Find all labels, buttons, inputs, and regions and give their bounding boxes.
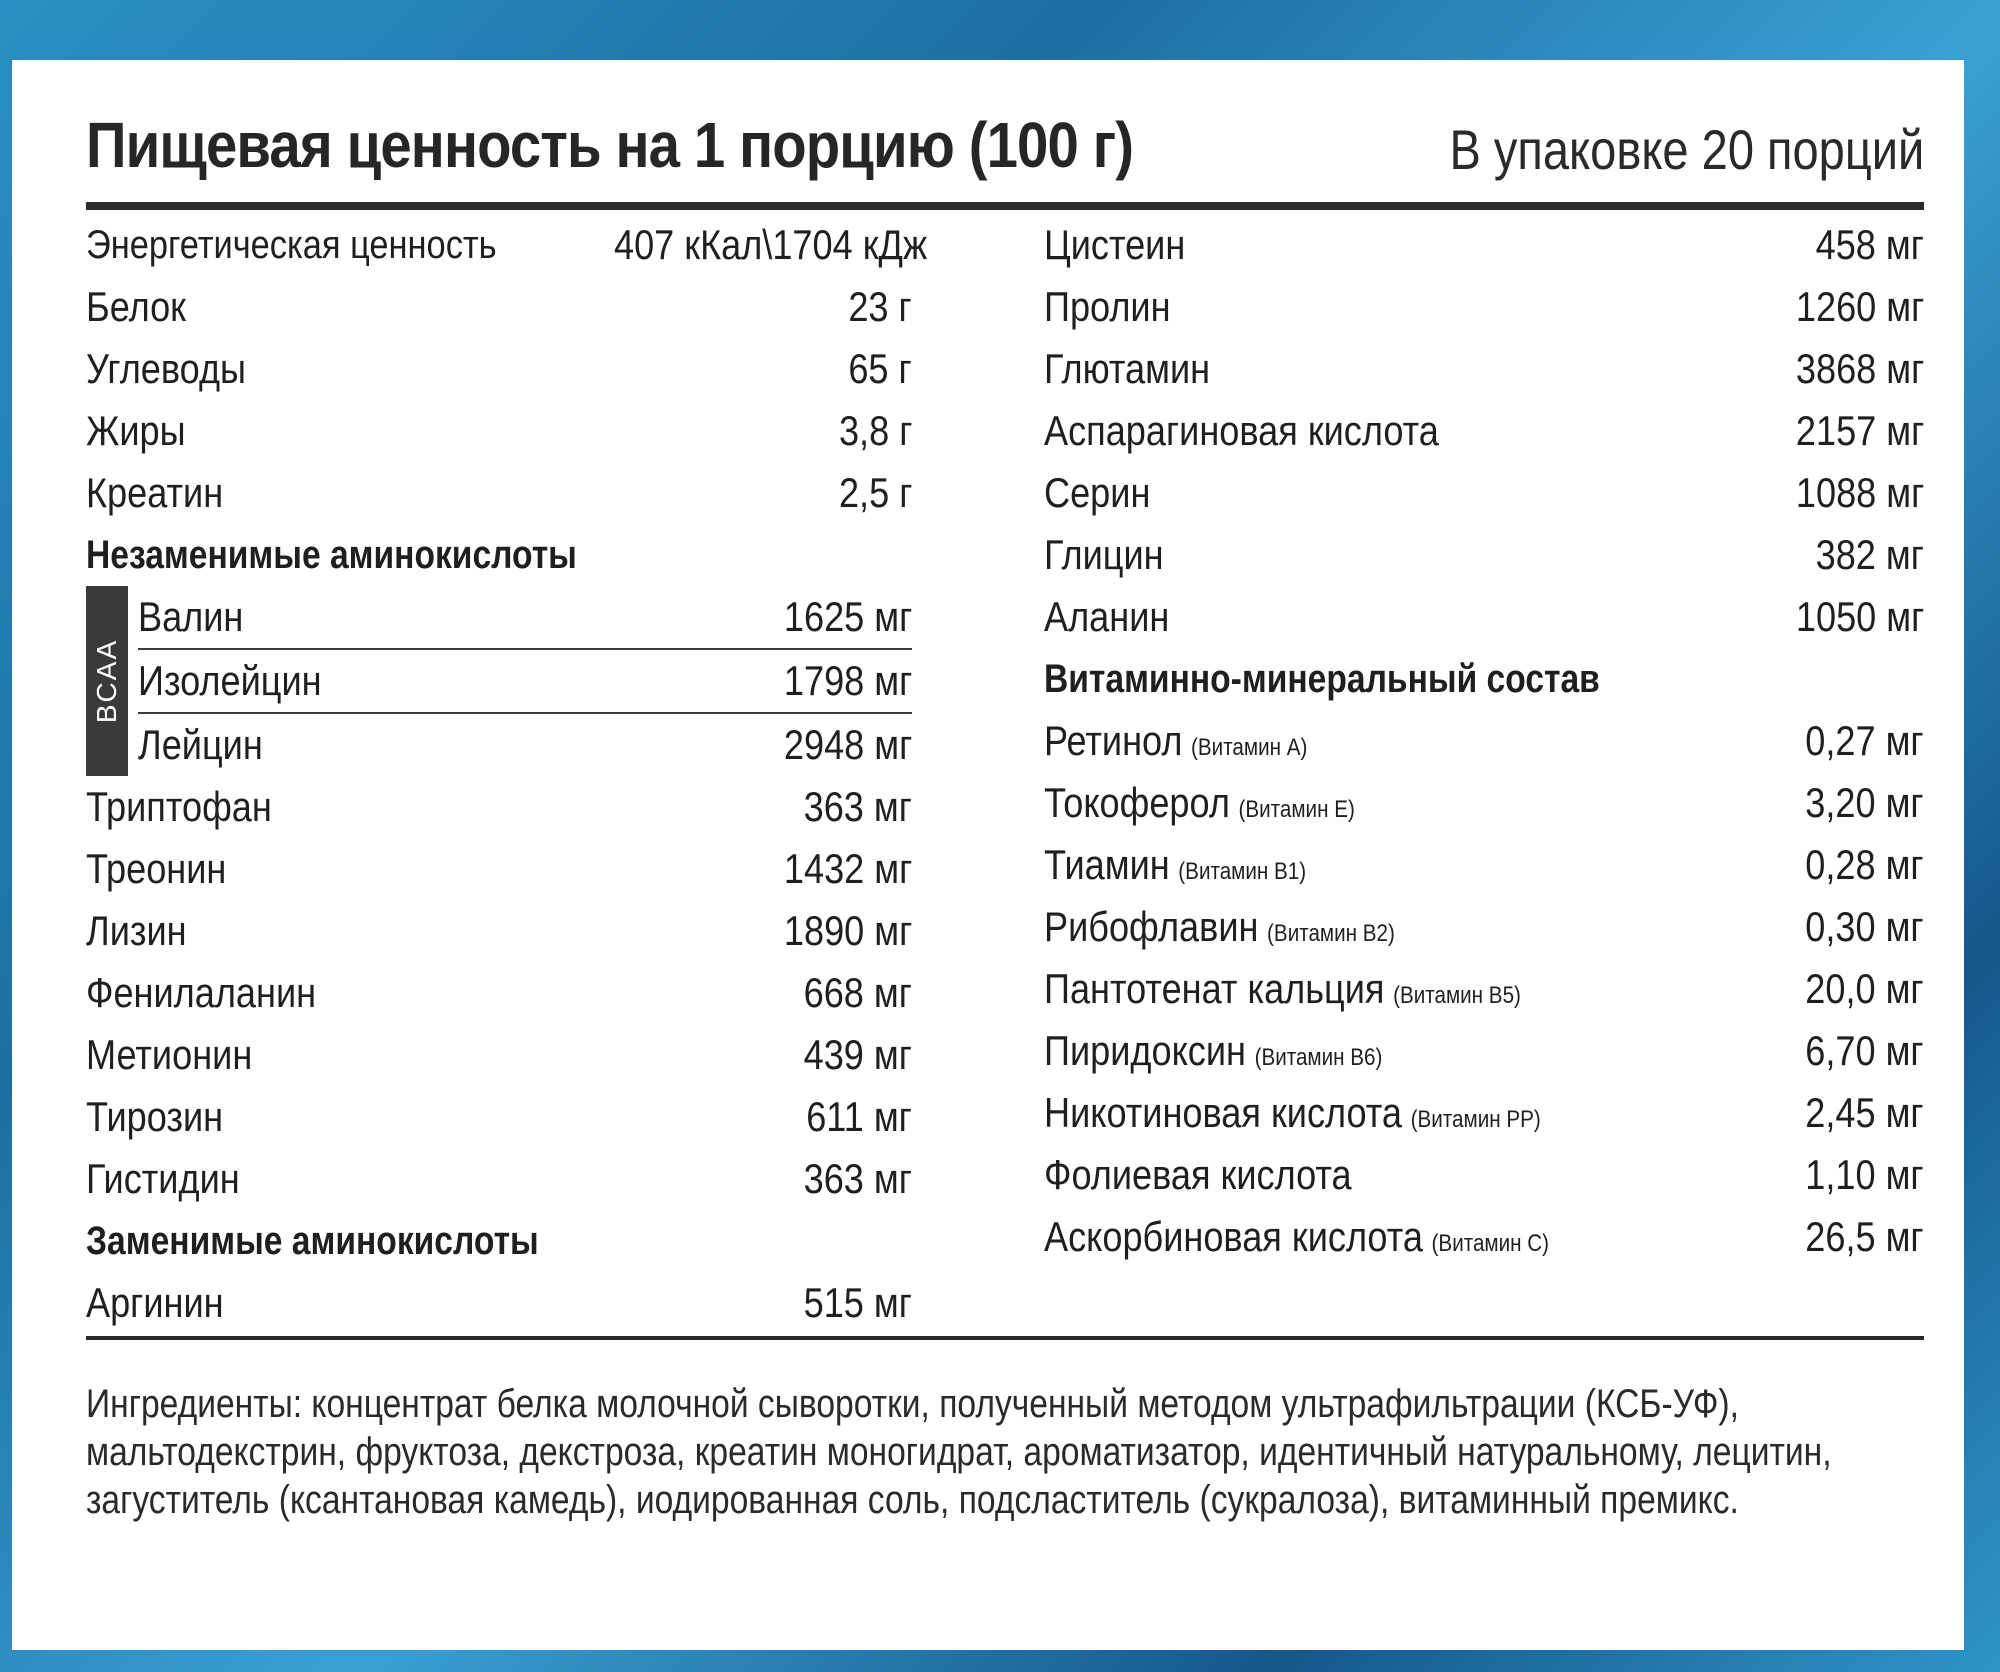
- amino-row-lysine: [86, 900, 912, 962]
- nutrient-value: 0,30 мг: [1805, 903, 1924, 950]
- left-column: [86, 214, 928, 1334]
- nutrient-value: 2157 мг: [1795, 407, 1924, 454]
- nutrient-value: 382 мг: [1815, 531, 1924, 578]
- nutrient-value: 1088 мг: [1795, 469, 1924, 516]
- section-nonessential-amino: [86, 1210, 912, 1272]
- nutrient-name: Триптофан: [86, 783, 272, 830]
- amino-row-proline: [1044, 276, 1924, 338]
- nutrient-row-energy: [86, 214, 928, 276]
- bcaa-tag: [86, 586, 128, 776]
- amino-row-tryptophan: [86, 776, 912, 838]
- nutrient-value: 363 мг: [803, 1155, 912, 1202]
- nutrition-label: [12, 60, 1964, 1650]
- nutrient-value: 23 г: [848, 283, 912, 330]
- nutrient-value: 2948 мг: [783, 721, 912, 768]
- vitamin-row-tocopherol: [1044, 772, 1924, 834]
- nutrient-value: 668 мг: [803, 969, 912, 1016]
- bcaa-group: [86, 586, 912, 776]
- vitamin-note: (Витамин РР): [1410, 1106, 1541, 1133]
- bcaa-rows: [128, 586, 912, 776]
- nutrient-name: Треонин: [86, 845, 227, 892]
- nutrient-name: Глютамин: [1044, 345, 1211, 392]
- nutrient-name: Аспарагиновая кислота: [1044, 407, 1439, 454]
- nutrient-name: Тиамин: [1044, 841, 1170, 888]
- nutrient-name: Пиридоксин: [1044, 1027, 1246, 1074]
- nutrient-name: Углеводы: [86, 345, 246, 392]
- nutrition-table: [86, 214, 1924, 1334]
- vitamin-note: (Витамин А): [1191, 734, 1308, 761]
- vitamin-row-nicotinic-acid: [1044, 1082, 1924, 1144]
- nutrient-name: Пролин: [1044, 283, 1171, 330]
- amino-row-glycine: [1044, 524, 1924, 586]
- nutrient-name: Ретинол: [1044, 717, 1183, 764]
- nutrient-value: 363 мг: [803, 783, 912, 830]
- nutrient-name: Лейцин: [138, 721, 263, 768]
- vitamin-row-pantothenate: [1044, 958, 1924, 1020]
- right-column: [1044, 214, 1924, 1334]
- amino-row-histidine: [86, 1148, 912, 1210]
- amino-row-serine: [1044, 462, 1924, 524]
- nutrient-name: Валин: [138, 593, 244, 640]
- amino-row-methionine: [86, 1024, 912, 1086]
- nutrient-name: Никотиновая кислота: [1044, 1089, 1403, 1136]
- nutrient-value: 20,0 мг: [1805, 965, 1924, 1012]
- nutrient-row-creatine: [86, 462, 912, 524]
- nutrient-value: 439 мг: [803, 1031, 912, 1078]
- section-essential-amino: [86, 524, 912, 586]
- nutrient-name: Энергетическая ценность: [86, 222, 497, 267]
- amino-row-isoleucine: [138, 650, 912, 714]
- nutrient-value: 458 мг: [1815, 221, 1924, 268]
- nutrient-name: Фенилаланин: [86, 969, 317, 1016]
- table-bottom-divider: [86, 1336, 1924, 1340]
- label-content: [86, 80, 1924, 1524]
- nutrient-name: Креатин: [86, 469, 224, 516]
- amino-row-valine: [138, 586, 912, 650]
- nutrient-value: 1625 мг: [783, 593, 912, 640]
- vitamin-row-riboflavin: [1044, 896, 1924, 958]
- section-vitamins: [1044, 648, 1924, 710]
- header-divider: [86, 202, 1924, 210]
- amino-row-tyrosine: [86, 1086, 912, 1148]
- nutrient-value: 2,5 г: [838, 469, 912, 516]
- vitamin-row-ascorbic-acid: [1044, 1206, 1924, 1268]
- nutrient-value: 1798 мг: [783, 657, 912, 704]
- nutrient-row-protein: [86, 276, 912, 338]
- nutrient-value: 2,45 мг: [1805, 1089, 1924, 1136]
- vitamin-note: (Витамин В2): [1267, 920, 1395, 947]
- nutrient-value: 1050 мг: [1795, 593, 1924, 640]
- section-title: Витаминно-минеральный состав: [1044, 656, 1600, 701]
- nutrient-value: 1,10 мг: [1805, 1151, 1924, 1198]
- nutrient-name: Аскорбиновая кислота: [1044, 1213, 1423, 1260]
- vitamin-row-pyridoxine: [1044, 1020, 1924, 1082]
- vitamin-row-retinol: [1044, 710, 1924, 772]
- vitamin-note: (Витамин В1): [1178, 858, 1307, 885]
- nutrient-value: 0,27 мг: [1805, 717, 1924, 764]
- nutrient-row-carbs: [86, 338, 912, 400]
- amino-row-arginine: [86, 1272, 912, 1334]
- nutrient-row-fat: [86, 400, 912, 462]
- nutrient-name: Гистидин: [86, 1155, 240, 1202]
- nutrient-name: Жиры: [86, 407, 186, 454]
- nutrient-value: 611 мг: [806, 1093, 912, 1140]
- nutrient-value: 1890 мг: [783, 907, 912, 954]
- amino-row-cysteine: [1044, 214, 1924, 276]
- nutrient-name: Фолиевая кислота: [1044, 1151, 1352, 1198]
- vitamin-note: (Витамин В6): [1254, 1044, 1383, 1071]
- vitamin-note: (Витамин В5): [1393, 982, 1521, 1009]
- label-header: [86, 80, 1924, 182]
- nutrient-name: Аланин: [1044, 593, 1170, 640]
- nutrient-name: Токоферол: [1044, 779, 1230, 826]
- label-title: Пищевая ценность на 1 порцию (100 г): [86, 109, 1134, 181]
- amino-row-phenylalanine: [86, 962, 912, 1024]
- nutrient-value: 407 кКал\1704 кДж: [614, 221, 928, 268]
- nutrient-name: Белок: [86, 283, 186, 330]
- vitamin-row-thiamine: [1044, 834, 1924, 896]
- amino-row-glutamine: [1044, 338, 1924, 400]
- vitamin-row-folic-acid: [1044, 1144, 1924, 1206]
- nutrient-name: Рибофлавин: [1044, 903, 1259, 950]
- nutrient-name: Аргинин: [86, 1279, 224, 1326]
- nutrient-name: Метионин: [86, 1031, 253, 1078]
- nutrient-value: 1260 мг: [1795, 283, 1924, 330]
- nutrient-value: 1432 мг: [783, 845, 912, 892]
- section-title: Незаменимые аминокислоты: [86, 532, 577, 577]
- nutrient-value: 26,5 мг: [1805, 1213, 1924, 1260]
- nutrient-name: Цистеин: [1044, 221, 1186, 268]
- nutrient-value: 3,8 г: [838, 407, 912, 454]
- vitamin-note: (Витамин Е): [1238, 796, 1355, 823]
- nutrient-value: 65 г: [848, 345, 912, 392]
- section-title: Заменимые аминокислоты: [86, 1218, 539, 1263]
- amino-row-alanine: [1044, 586, 1924, 648]
- nutrient-name: Глицин: [1044, 531, 1164, 578]
- amino-row-aspartic-acid: [1044, 400, 1924, 462]
- nutrient-name: Изолейцин: [138, 657, 322, 704]
- nutrient-value: 3868 мг: [1795, 345, 1924, 392]
- nutrient-value: 515 мг: [803, 1279, 912, 1326]
- bcaa-label: BCAA: [91, 638, 122, 724]
- amino-row-leucine: [138, 714, 912, 776]
- pack-info: В упаковке 20 порций: [1449, 118, 1924, 181]
- nutrient-name: Тирозин: [86, 1093, 224, 1140]
- vitamin-note: (Витамин С): [1431, 1230, 1550, 1257]
- nutrient-value: 6,70 мг: [1805, 1027, 1924, 1074]
- ingredients-text: Ингредиенты: концентрат белка молочной сыворотки, полученный методом ультрафильтрации (КСБ-УФ), мальтодекстрин, фруктоза, декстроза, креатин моногидрат, ароматизатор, идентичный натуральному, лецитин, загуститель (ксантановая камедь), иодированная соль, подсластитель (сукралоза), витаминный премикс.: [86, 1382, 1832, 1522]
- nutrient-name: Пантотенат кальция: [1044, 965, 1385, 1012]
- nutrient-value: 3,20 мг: [1805, 779, 1924, 826]
- nutrient-name: Лизин: [86, 907, 187, 954]
- nutrient-name: Серин: [1044, 469, 1151, 516]
- nutrient-value: 0,28 мг: [1805, 841, 1924, 888]
- amino-row-threonine: [86, 838, 912, 900]
